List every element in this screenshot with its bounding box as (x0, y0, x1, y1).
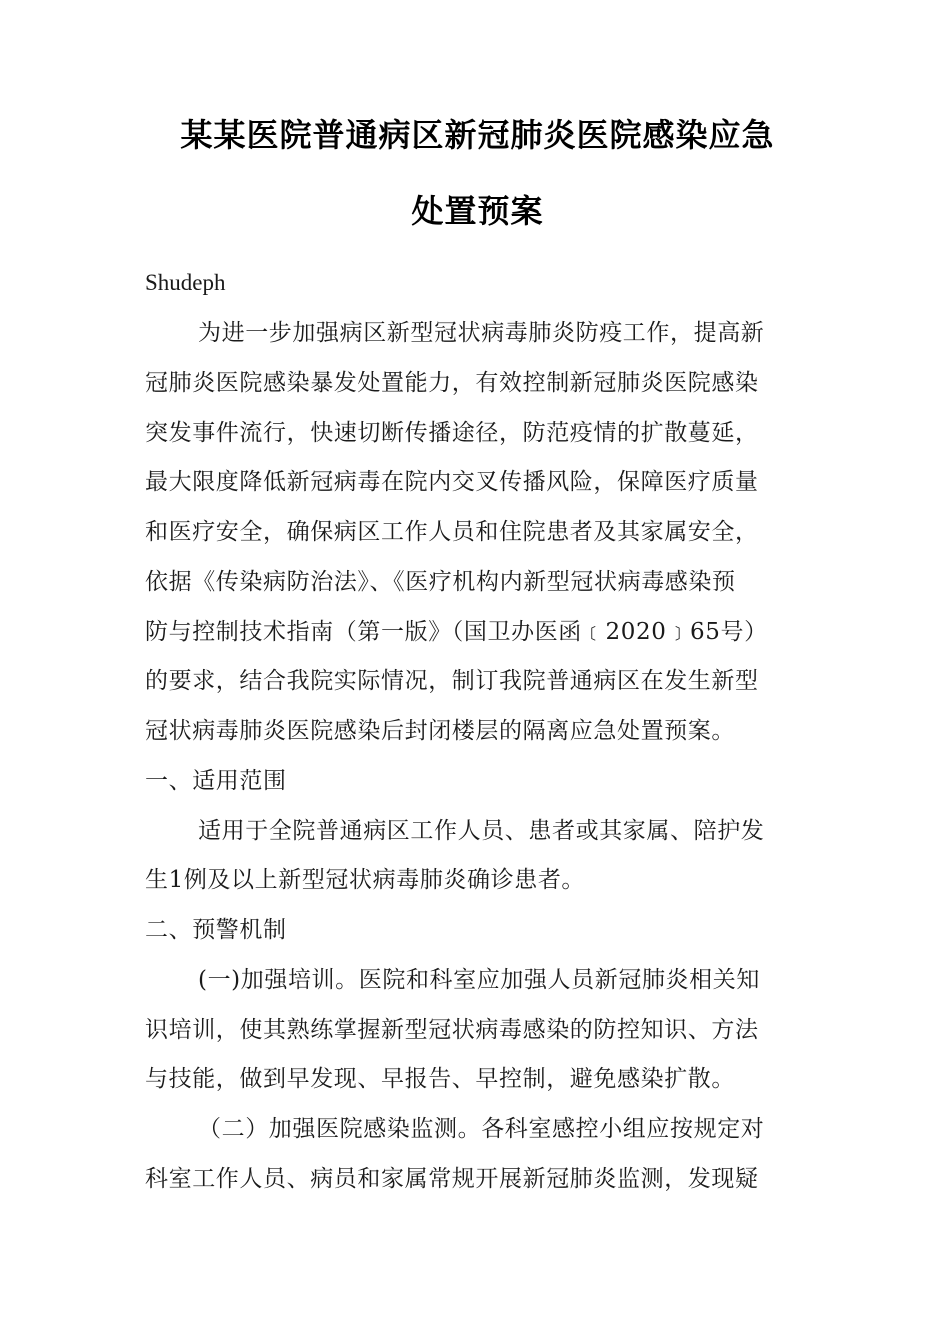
paragraph-line: 防与控制技术指南（第一版》（国卫办医函﹝2020﹞65号） (145, 619, 768, 645)
paragraph-line: 适用于全院普通病区工作人员、患者或其家属、陪护发 (198, 818, 765, 844)
paragraph-line: 的要求，结合我院实际情况，制订我院普通病区在发生新型 (145, 668, 759, 694)
paragraph-line: 生1例及以上新型冠状病毒肺炎确诊患者。 (145, 867, 586, 893)
paragraph-line: 科室工作人员、病员和家属常规开展新冠肺炎监测，发现疑 (145, 1166, 759, 1192)
paragraph-line: 依据《传染病防治法》、《医疗机构内新型冠状病毒感染预 (145, 569, 736, 595)
paragraph-line: 和医疗安全，确保病区工作人员和住院患者及其家属安全， (145, 519, 759, 545)
paragraph-line: 最大限度降低新冠病毒在院内交叉传播风险，保障医疗质量 (145, 469, 759, 495)
paragraph-line: 与技能，做到早发现、早报告、早控制，避免感染扩散。 (145, 1066, 735, 1092)
paragraph-line: （二）加强医院感染监测。各科室感控小组应按规定对 (198, 1116, 765, 1142)
section-heading: 二、预警机制 (145, 917, 287, 943)
paragraph-line: 突发事件流行，快速切断传播途径，防范疫情的扩散蔓延， (145, 420, 759, 446)
paragraph-line: (一)加强培训。医院和科室应加强人员新冠肺炎相关知 (198, 967, 760, 993)
document-title-line-1: 某某医院普通病区新冠肺炎医院感染应急 (180, 116, 775, 154)
author-name: Shudeph (145, 270, 226, 295)
paragraph-line: 为进一步加强病区新型冠状病毒肺炎防疫工作，提高新 (198, 320, 765, 346)
paragraph-line: 冠状病毒肺炎医院感染后封闭楼层的隔离应急处置预案。 (145, 718, 735, 744)
document-title-line-2: 处置预案 (411, 192, 544, 230)
paragraph-line: 冠肺炎医院感染暴发处置能力，有效控制新冠肺炎医院感染 (145, 370, 759, 396)
paragraph-line: 识培训，使其熟练掌握新型冠状病毒感染的防控知识、方法 (145, 1017, 759, 1043)
section-heading: 一、适用范围 (145, 768, 287, 794)
